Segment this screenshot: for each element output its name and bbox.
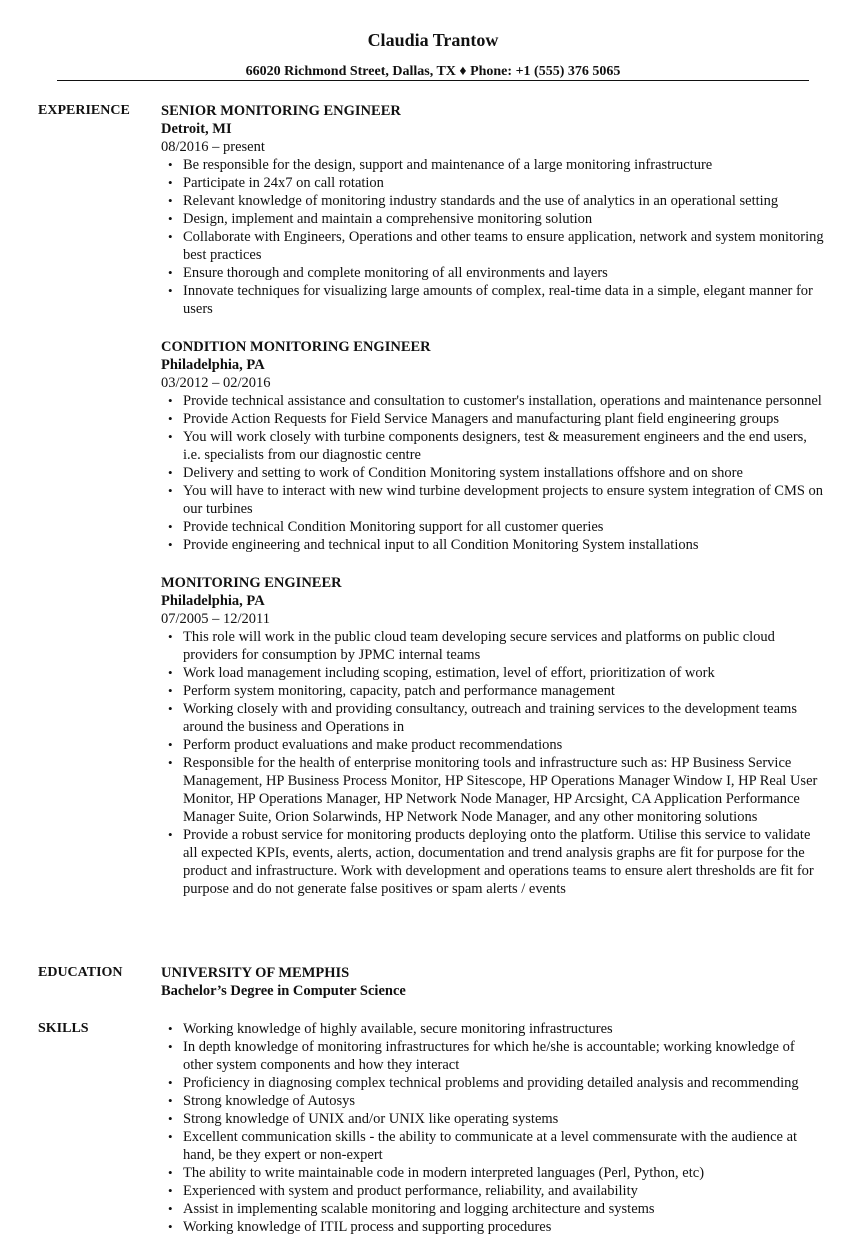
contact-line xyxy=(0,63,866,81)
bullet-item: • Working knowledge of ITIL process and supporting procedures xyxy=(161,1218,828,1236)
job-dates: 03/2012 – 02/2016 xyxy=(161,375,271,391)
bullet-item: • Strong knowledge of Autosys xyxy=(161,1092,828,1110)
skills-section xyxy=(38,1020,828,1236)
job-title: SENIOR MONITORING ENGINEER xyxy=(161,103,401,119)
bullet-item: • Provide a robust service for monitoring products deploying onto the platform. Utilise this service to validate all expected KPIs, events, alerts, action, documentation and trend analysis graphs are fit for purpose for the product and infrastructure. Work with development and operations teams to ensure alert thresholds are fit for purpose and do not generate false positives or spam alerts / events xyxy=(161,826,828,898)
job-dates: 08/2016 – present xyxy=(161,139,265,155)
bullet-item: • Working closely with and providing consultancy, outreach and training services to the development teams around the business and Operations in xyxy=(161,700,828,736)
bullet-item: • Ensure thorough and complete monitoring of all environments and layers xyxy=(161,264,828,282)
bullet-item: • Perform system monitoring, capacity, patch and performance management xyxy=(161,682,828,700)
job-entry xyxy=(161,102,828,318)
job-entry xyxy=(161,338,828,554)
bullet-item: • Provide engineering and technical input to all Condition Monitoring System installations xyxy=(161,536,828,554)
job-bullets xyxy=(161,628,828,898)
bullet-item: • Collaborate with Engineers, Operations and other teams to ensure application, network and system monitoring best practices xyxy=(161,228,828,264)
job-dates: 07/2005 – 12/2011 xyxy=(161,611,271,627)
bullet-item: • Proficiency in diagnosing complex technical problems and providing detailed analysis and recommending xyxy=(161,1074,828,1092)
candidate-name: Claudia Trantow xyxy=(367,30,499,50)
bullet-item: • Relevant knowledge of monitoring industry standards and the use of analytics in an operational setting xyxy=(161,192,828,210)
bullet-item: • Design, implement and maintain a comprehensive monitoring solution xyxy=(161,210,828,228)
section-title-education: EDUCATION xyxy=(38,965,123,980)
degree: Bachelor’s Degree in Computer Science xyxy=(161,983,406,999)
bullet-item: • This role will work in the public cloud team developing secure services and platforms on public cloud providers for consumption by JPMC internal teams xyxy=(161,628,828,664)
bullet-item: • Innovate techniques for visualizing large amounts of complex, real-time data in a simple, elegant manner for users xyxy=(161,282,828,318)
bullet-item: • Provide technical Condition Monitoring support for all customer queries xyxy=(161,518,828,536)
bullet-item: • Responsible for the health of enterprise monitoring tools and infrastructure such as: HP Business Service Management, HP Business Process Monitor, HP Sitescope, HP Operations Manager Window I, HP Real User Monitor, HP Operations Manager, HP Network Node Manager, HP Arcsight, CA Application Performance Manager Suite, Orion Solarwinds, HP Network Node Manager, and any other monitoring solutions xyxy=(161,754,828,826)
bullet-item: • You will work closely with turbine components designers, test & measurement engineers and the end users, i.e. specialists from our diagnostic centre xyxy=(161,428,828,464)
bullet-item: • Provide technical assistance and consultation to customer's installation, operations and maintenance personnel xyxy=(161,392,828,410)
bullet-item: • Excellent communication skills - the ability to communicate at a level commensurate with the audience at hand, be they expert or non-expert xyxy=(161,1128,828,1164)
bullet-item: • Perform product evaluations and make product recommendations xyxy=(161,736,828,754)
school-name: UNIVERSITY OF MEMPHIS xyxy=(161,965,350,981)
bullet-item: • Participate in 24x7 on call rotation xyxy=(161,174,828,192)
job-title: CONDITION MONITORING ENGINEER xyxy=(161,339,431,355)
diamond-separator-icon: ♦ xyxy=(459,64,467,79)
bullet-item: • In depth knowledge of monitoring infrastructures for which he/she is accountable; working knowledge of other system components and how they interact xyxy=(161,1038,828,1074)
resume-header xyxy=(0,0,866,81)
section-title-skills: SKILLS xyxy=(38,1021,89,1036)
bullet-item: • Working knowledge of highly available, secure monitoring infrastructures xyxy=(161,1020,828,1038)
experience-section xyxy=(38,102,828,918)
job-location: Philadelphia, PA xyxy=(161,593,265,609)
bullet-item: • You will have to interact with new wind turbine development projects to ensure system integration of CMS on our turbines xyxy=(161,482,828,518)
bullet-item: • Assist in implementing scalable monitoring and logging architecture and systems xyxy=(161,1200,828,1218)
job-location: Philadelphia, PA xyxy=(161,357,265,373)
bullet-item: • Work load management including scoping, estimation, level of effort, prioritization of work xyxy=(161,664,828,682)
education-section xyxy=(38,964,828,1000)
job-bullets xyxy=(161,156,828,318)
skills-bullets xyxy=(161,1020,828,1236)
job-entry xyxy=(161,574,828,898)
bullet-item: • Strong knowledge of UNIX and/or UNIX like operating systems xyxy=(161,1110,828,1128)
bullet-item: • The ability to write maintainable code in modern interpreted languages (Perl, Python, etc) xyxy=(161,1164,828,1182)
bullet-item: • Provide Action Requests for Field Service Managers and manufacturing plant field engineering groups xyxy=(161,410,828,428)
job-bullets xyxy=(161,392,828,554)
section-title-experience: EXPERIENCE xyxy=(38,103,130,118)
address: 66020 Richmond Street, Dallas, TX xyxy=(245,64,456,79)
phone: Phone: +1 (555) 376 5065 xyxy=(470,64,621,79)
header-divider xyxy=(57,80,809,81)
bullet-item: • Delivery and setting to work of Condition Monitoring system installations offshore and on shore xyxy=(161,464,828,482)
bullet-item: • Experienced with system and product performance, reliability, and availability xyxy=(161,1182,828,1200)
job-title: MONITORING ENGINEER xyxy=(161,575,342,591)
bullet-item: • Be responsible for the design, support and maintenance of a large monitoring infrastructure xyxy=(161,156,828,174)
job-location: Detroit, MI xyxy=(161,121,232,137)
